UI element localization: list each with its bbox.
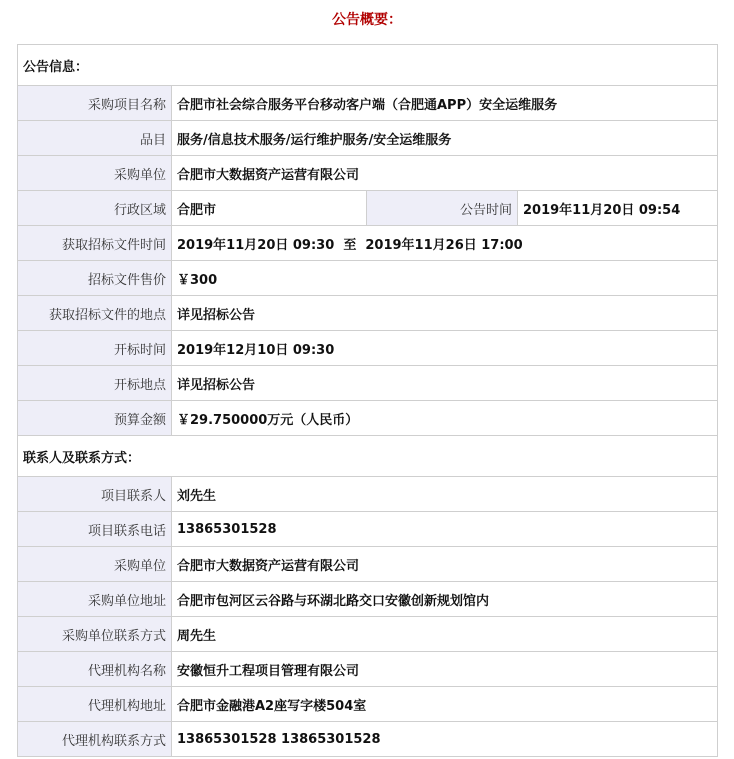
field-value: 合肥市社会综合服务平台移动客户端（合肥通APP）安全运维服务 — [172, 86, 718, 121]
page-title: 公告概要： — [332, 12, 402, 28]
field-value: 详见招标公告 — [172, 366, 718, 401]
field-value: 13865301528 — [172, 512, 718, 547]
table-row — [18, 477, 718, 512]
table-row — [18, 512, 718, 547]
field-value: 合肥市 — [172, 191, 367, 226]
field-value: 安徽恒升工程项目管理有限公司 — [172, 652, 718, 687]
field-label: 行政区域 — [18, 191, 172, 226]
field-label: 代理机构地址 — [18, 687, 172, 722]
section-header-info — [18, 45, 718, 86]
table-row — [18, 86, 718, 121]
field-label: 公告时间 — [367, 191, 518, 226]
field-label: 采购单位地址 — [18, 582, 172, 617]
field-value: 合肥市大数据资产运营有限公司 — [172, 156, 718, 191]
field-value: 合肥市金融港A2座写字楼504室 — [172, 687, 718, 722]
table-row — [18, 191, 718, 226]
field-label: 代理机构联系方式 — [18, 722, 172, 757]
field-label: 采购单位 — [18, 156, 172, 191]
table-row — [18, 687, 718, 722]
field-label: 采购单位联系方式 — [18, 617, 172, 652]
table-row — [18, 722, 718, 757]
table-row — [18, 331, 718, 366]
field-label: 采购项目名称 — [18, 86, 172, 121]
field-label: 采购单位 — [18, 547, 172, 582]
announcement-table — [17, 44, 718, 757]
field-value: 13865301528 13865301528 — [172, 722, 718, 757]
field-value: 合肥市包河区云谷路与环湖北路交口安徽创新规划馆内 — [172, 582, 718, 617]
table-row — [18, 296, 718, 331]
table-row — [18, 121, 718, 156]
field-value: 周先生 — [172, 617, 718, 652]
field-label: 招标文件售价 — [18, 261, 172, 296]
field-value: 2019年11月20日 09:54 — [518, 191, 718, 226]
table-row — [18, 401, 718, 436]
field-label: 项目联系电话 — [18, 512, 172, 547]
field-value: ￥300 — [172, 261, 718, 296]
table-row — [18, 582, 718, 617]
table-row — [18, 617, 718, 652]
table-row — [18, 261, 718, 296]
field-label: 品目 — [18, 121, 172, 156]
field-value: ￥29.750000万元（人民币） — [172, 401, 718, 436]
field-label: 项目联系人 — [18, 477, 172, 512]
field-value: 服务/信息技术服务/运行维护服务/安全运维服务 — [172, 121, 718, 156]
table-row — [18, 226, 718, 261]
field-value: 合肥市大数据资产运营有限公司 — [172, 547, 718, 582]
table-row — [18, 366, 718, 401]
field-value: 2019年12月10日 09:30 — [172, 331, 718, 366]
field-label: 开标地点 — [18, 366, 172, 401]
field-label: 代理机构名称 — [18, 652, 172, 687]
section-header-contact — [18, 436, 718, 477]
section-heading: 公告信息： — [18, 45, 718, 86]
field-value: 2019年11月20日 09:30 至 2019年11月26日 17:00 — [172, 226, 718, 261]
table-row — [18, 156, 718, 191]
field-label: 获取招标文件的地点 — [18, 296, 172, 331]
field-label: 开标时间 — [18, 331, 172, 366]
section-heading: 联系人及联系方式： — [18, 436, 718, 477]
table-row — [18, 547, 718, 582]
field-label: 预算金额 — [18, 401, 172, 436]
field-label: 获取招标文件时间 — [18, 226, 172, 261]
field-value: 详见招标公告 — [172, 296, 718, 331]
table-row — [18, 652, 718, 687]
field-value: 刘先生 — [172, 477, 718, 512]
